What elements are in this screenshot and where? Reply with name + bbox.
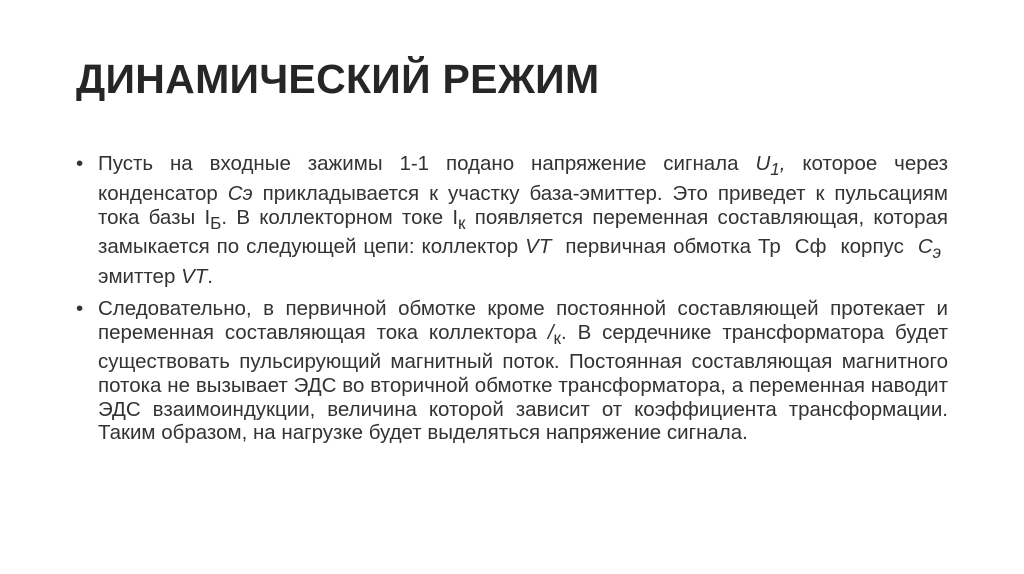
slide-title: ДИНАМИЧЕСКИЙ РЕЖИМ	[76, 56, 600, 102]
subscript: э	[932, 243, 942, 263]
text-run	[941, 235, 948, 258]
symbol-i: /	[547, 320, 554, 344]
symbol-u: U	[755, 152, 771, 175]
text-run: .	[207, 265, 213, 289]
text-run: первичная обмотка Тр	[558, 235, 788, 259]
symbol-vt: VT	[181, 265, 208, 289]
symbol-ce: С	[910, 235, 933, 259]
text-run: прикладывается к участку база-эмиттер. Это приведет к пульсациям тока базы I	[98, 181, 948, 229]
subscript: 1	[770, 160, 780, 180]
text-run: которое через конденсатор	[98, 152, 948, 205]
subscript: к	[458, 213, 466, 233]
text-run: Следовательно, в первичной обмотке кроме постоянной составляющей протекает и переменная составляющая тока коллектора	[98, 296, 948, 344]
slide-body	[76, 152, 948, 453]
text-run: появляется переменная составляющая, которая замыкается по следующей цепи: коллектор	[98, 205, 948, 259]
text-run: . В сердечнике трансформатора будет существовать пульсирующий магнитный поток. Постоянная составляющая магнитного потока не вызывает ЭДС во вторичной обмотке трансформатора, а переменная наводит ЭДС взаимоиндукции, величина которой зависит от коэффициента трансформации. Таким образом, на нагрузке будет выделяться напряжение сигнала.	[98, 320, 948, 445]
bullet-2	[76, 297, 948, 445]
bullet-dot-icon: •	[76, 296, 84, 320]
subscript: к	[553, 328, 561, 348]
bullet-1	[76, 152, 948, 289]
text-run: корпус	[833, 235, 911, 259]
text-run: Сф	[787, 235, 834, 259]
text-run: . В коллекторном токе I	[221, 205, 459, 229]
symbol-vt: VT	[525, 235, 552, 259]
text-run: ,	[779, 152, 786, 175]
symbol-capacitor: Сэ	[227, 181, 253, 205]
subscript: Б	[210, 213, 222, 233]
text-run: эмиттер	[98, 265, 182, 289]
bullet-dot-icon: •	[76, 152, 84, 175]
text-run: подано напряжение сигнала	[429, 152, 756, 175]
text-run: Пусть на входные зажимы 1-1	[98, 152, 430, 175]
